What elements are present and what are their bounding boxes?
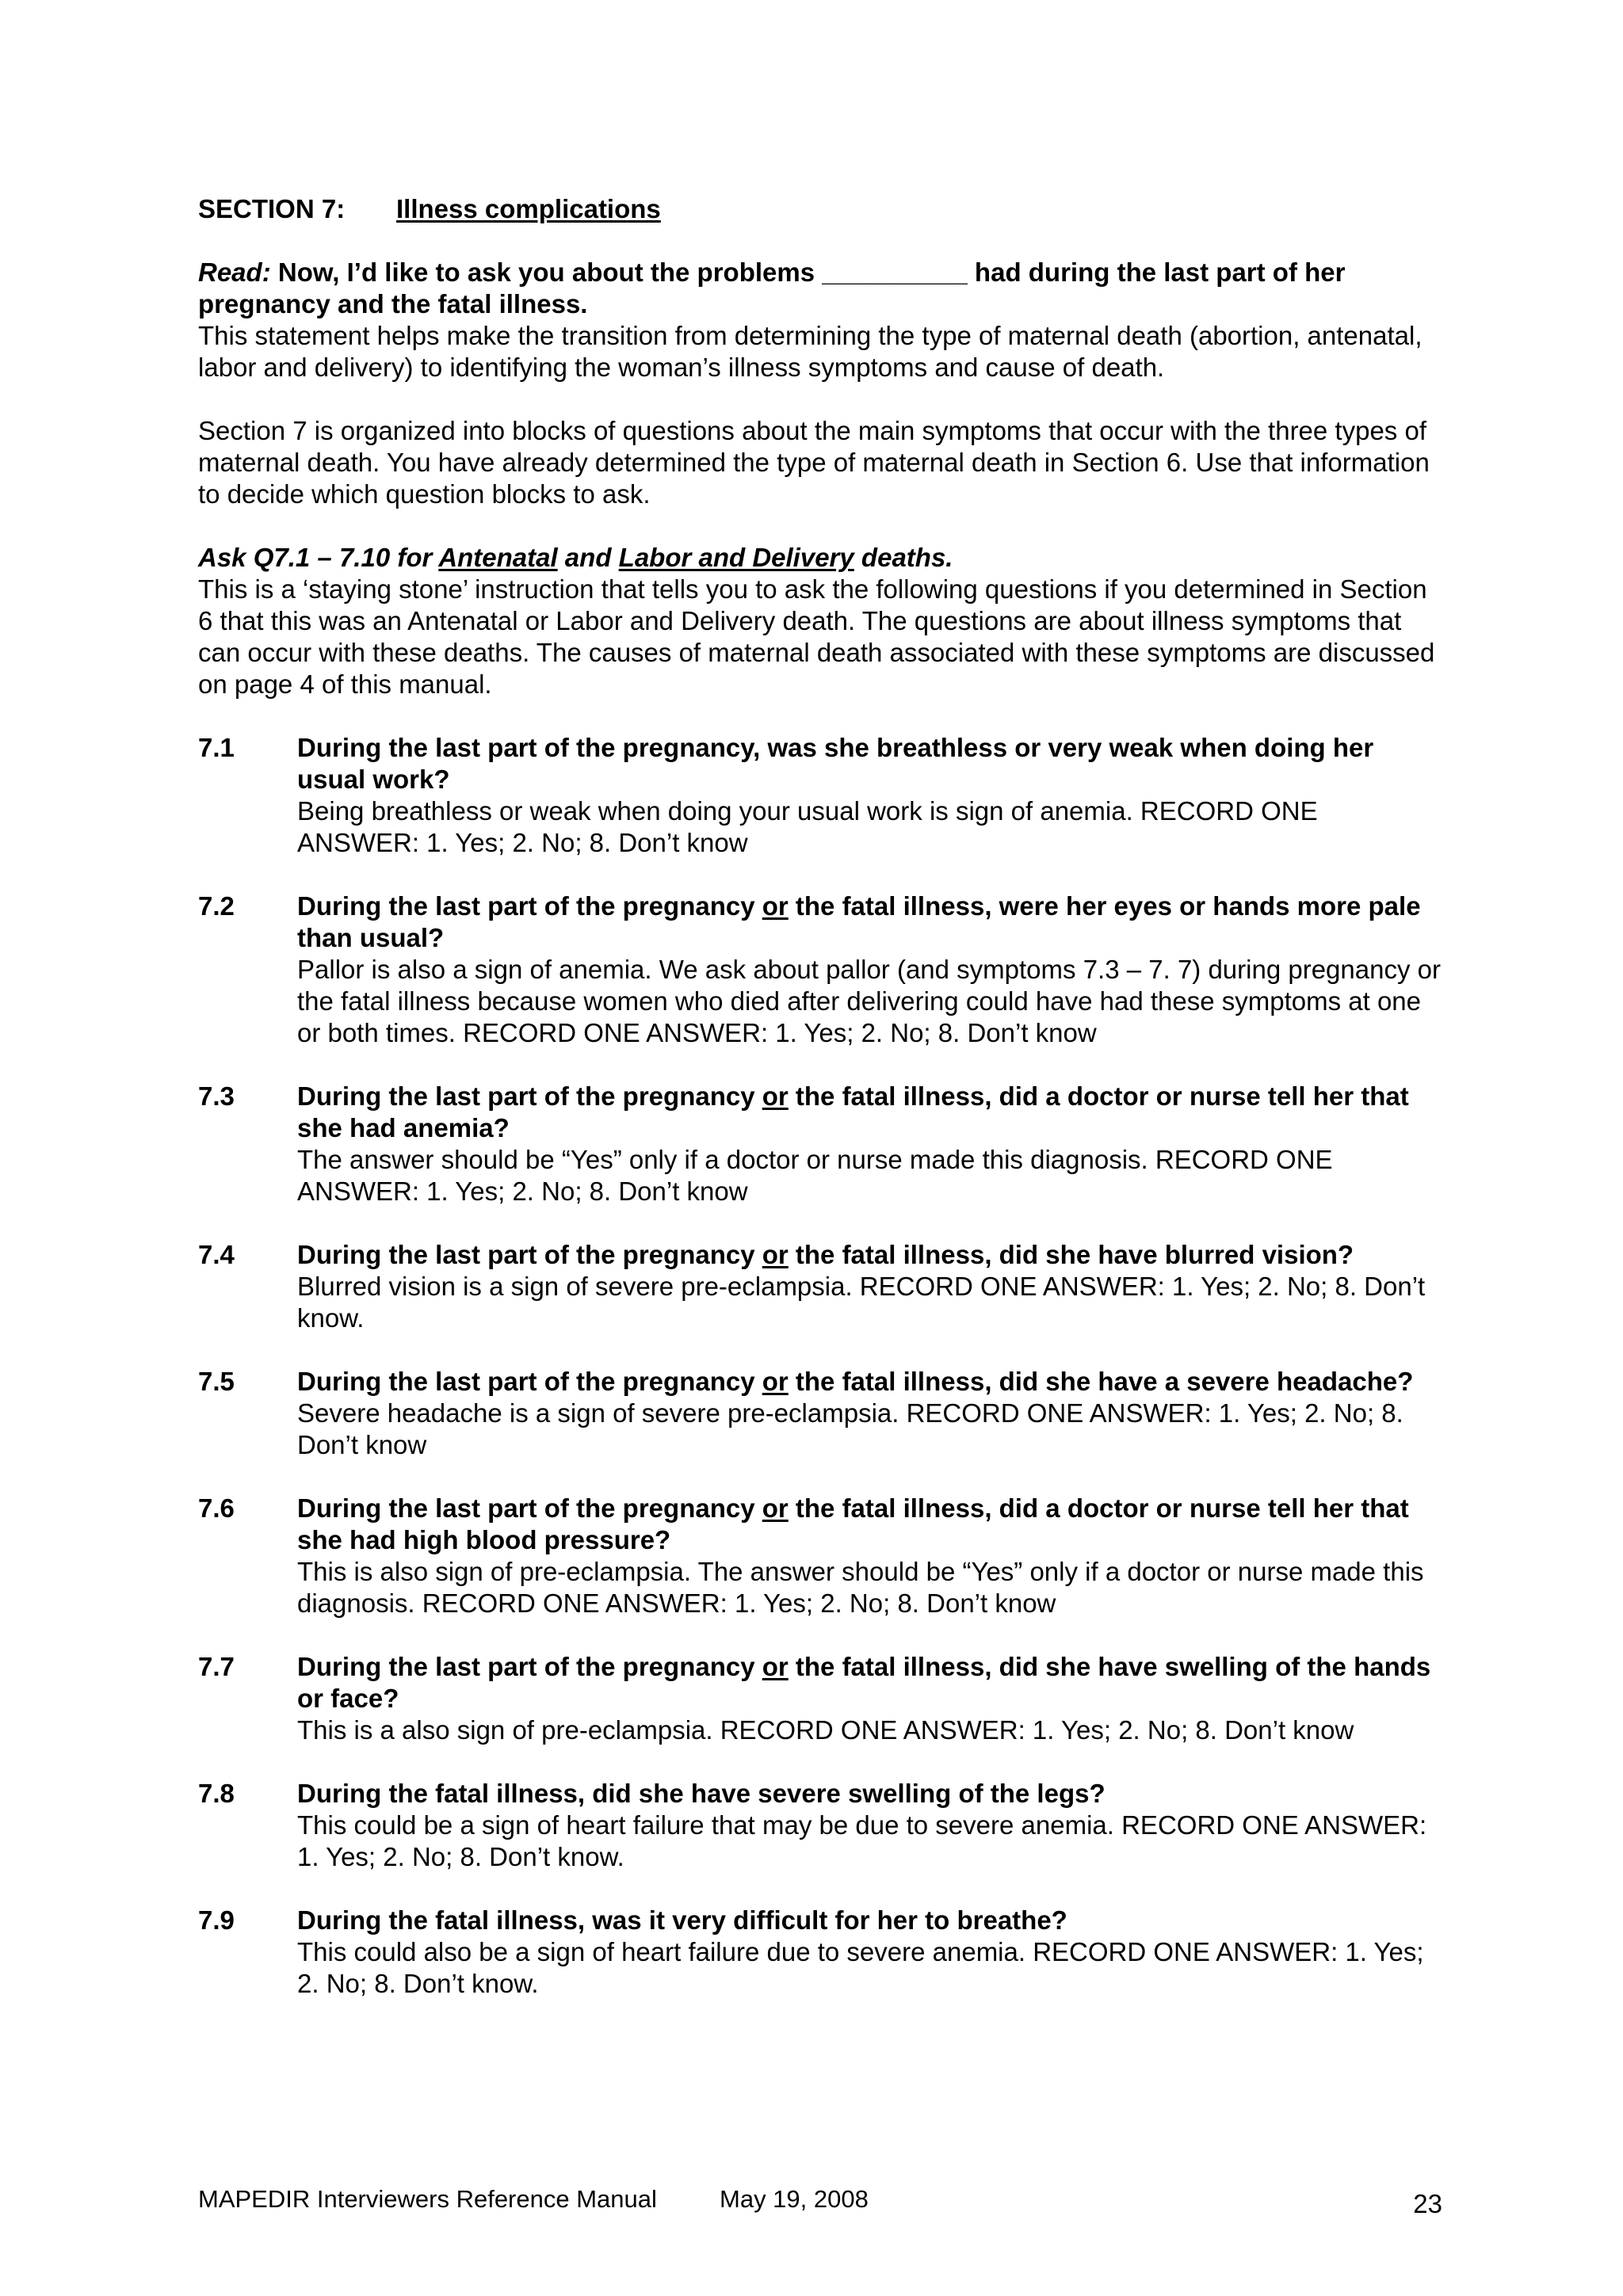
question-text: During the last part of the pregnancy or the fatal illness, did she have blurred vision? bbox=[297, 1240, 1354, 1269]
question-number: 7.4 bbox=[198, 1240, 235, 1269]
question-block bbox=[198, 1239, 1442, 1334]
question-note: The answer should be “Yes” only if a doctor or nurse made this diagnosis. RECORD ONE ANSWER: 1. Yes; 2. No; 8. Don’t know bbox=[297, 1145, 1333, 1206]
question-note: Blurred vision is a sign of severe pre-eclampsia. RECORD ONE ANSWER: 1. Yes; 2. No; 8. Don’t know. bbox=[297, 1272, 1426, 1333]
question-number: 7.9 bbox=[198, 1905, 235, 1935]
read-label: Read: bbox=[198, 257, 271, 287]
question-block bbox=[198, 891, 1442, 1049]
read-text-part1: Now, I’d like to ask you about the problems bbox=[270, 257, 823, 287]
section-number: SECTION 7: bbox=[198, 194, 346, 223]
footer-date: May 19, 2008 bbox=[720, 2185, 869, 2213]
question-note: Pallor is also a sign of anemia. We ask about pallor (and symptoms 7.3 – 7. 7) during pregnancy or the fatal illness because women who died after delivering could have had these symptoms at one or both times. RECORD ONE ANSWER: 1. Yes; 2. No; 8. Don’t know bbox=[297, 955, 1441, 1047]
question-note: This is a also sign of pre-eclampsia. RECORD ONE ANSWER: 1. Yes; 2. No; 8. Don’t know bbox=[297, 1715, 1354, 1745]
footer-title: MAPEDIR Interviewers Reference Manual bbox=[198, 2185, 657, 2213]
question-number: 7.8 bbox=[198, 1779, 235, 1808]
read-blank: __________ bbox=[822, 257, 968, 287]
question-number: 7.5 bbox=[198, 1367, 235, 1396]
organization-paragraph: Section 7 is organized into blocks of questions about the main symptoms that occur with the three types of maternal death. You have already determined the type of maternal death in Section 6. Use that information to decide which question blocks to ask. bbox=[198, 416, 1430, 509]
ask-suffix: deaths. bbox=[854, 543, 953, 572]
ask-prefix: Ask Q7.1 – 7.10 for bbox=[198, 543, 439, 572]
read-text-part2: had during the last part of her pregnancy and the fatal illness. bbox=[198, 257, 1346, 318]
question-number: 7.7 bbox=[198, 1652, 235, 1681]
ask-and: and bbox=[557, 543, 619, 572]
ask-explanation: This is a ‘staying stone’ instruction that tells you to ask the following questions if you determined in Section 6 that this was an Antenatal or Labor and Delivery death. The questions are about illness symptoms that can occur with these deaths. The causes of maternal death associated with these symptoms are discussed on page 4 of this manual. bbox=[198, 574, 1435, 699]
question-note: Severe headache is a sign of severe pre-eclampsia. RECORD ONE ANSWER: 1. Yes; 2. No; 8. Don’t know bbox=[297, 1398, 1403, 1459]
question-text: During the last part of the pregnancy or the fatal illness, did a doctor or nurse tell her that she had high blood pressure? bbox=[297, 1493, 1409, 1554]
question-block bbox=[198, 1778, 1442, 1873]
question-block bbox=[198, 1905, 1442, 2000]
section-heading bbox=[198, 193, 1442, 225]
question-block bbox=[198, 1651, 1442, 1746]
question-block bbox=[198, 1081, 1442, 1207]
page-number: 23 bbox=[1413, 2189, 1442, 2218]
question-text: During the last part of the pregnancy or the fatal illness, did she have swelling of the hands or face? bbox=[297, 1652, 1431, 1713]
question-text: During the fatal illness, was it very difficult for her to breathe? bbox=[297, 1905, 1067, 1935]
question-text: During the last part of the pregnancy or the fatal illness, did she have a severe headache? bbox=[297, 1367, 1414, 1396]
question-note: Being breathless or weak when doing your usual work is sign of anemia. RECORD ONE ANSWER: 1. Yes; 2. No; 8. Don’t know bbox=[297, 796, 1318, 857]
question-number: 7.3 bbox=[198, 1081, 235, 1111]
ask-instruction bbox=[198, 542, 1442, 574]
read-statement bbox=[198, 257, 1442, 320]
read-explanation: This statement helps make the transition from determining the type of maternal death (abortion, antenatal, labor and delivery) to identifying the woman’s illness symptoms and cause of death. bbox=[198, 321, 1423, 382]
question-note: This could also be a sign of heart failure due to severe anemia. RECORD ONE ANSWER: 1. Yes; 2. No; 8. Don’t know. bbox=[297, 1937, 1424, 1998]
question-number: 7.6 bbox=[198, 1493, 235, 1523]
question-note: This is also sign of pre-eclampsia. The answer should be “Yes” only if a doctor or nurse made this diagnosis. RECORD ONE ANSWER: 1. Yes; 2. No; 8. Don’t know bbox=[297, 1557, 1424, 1618]
question-text: During the fatal illness, did she have severe swelling of the legs? bbox=[297, 1779, 1106, 1808]
question-block bbox=[198, 1366, 1442, 1461]
question-number: 7.1 bbox=[198, 733, 235, 762]
question-block bbox=[198, 1493, 1442, 1619]
question-block bbox=[198, 732, 1442, 859]
question-note: This could be a sign of heart failure that may be due to severe anemia. RECORD ONE ANSWER: 1. Yes; 2. No; 8. Don’t know. bbox=[297, 1810, 1427, 1871]
question-number: 7.2 bbox=[198, 891, 235, 921]
question-text: During the last part of the pregnancy or the fatal illness, did a doctor or nurse tell her that she had anemia? bbox=[297, 1081, 1409, 1142]
page-content bbox=[198, 193, 1442, 2031]
question-text: During the last part of the pregnancy or the fatal illness, were her eyes or hands more pale than usual? bbox=[297, 891, 1421, 952]
question-text: During the last part of the pregnancy, was she breathless or very weak when doing her usual work? bbox=[297, 733, 1374, 794]
ask-antenatal: Antenatal bbox=[438, 543, 558, 572]
ask-labor-delivery: Labor and Delivery bbox=[618, 543, 854, 572]
section-title: Illness complications bbox=[396, 194, 661, 223]
